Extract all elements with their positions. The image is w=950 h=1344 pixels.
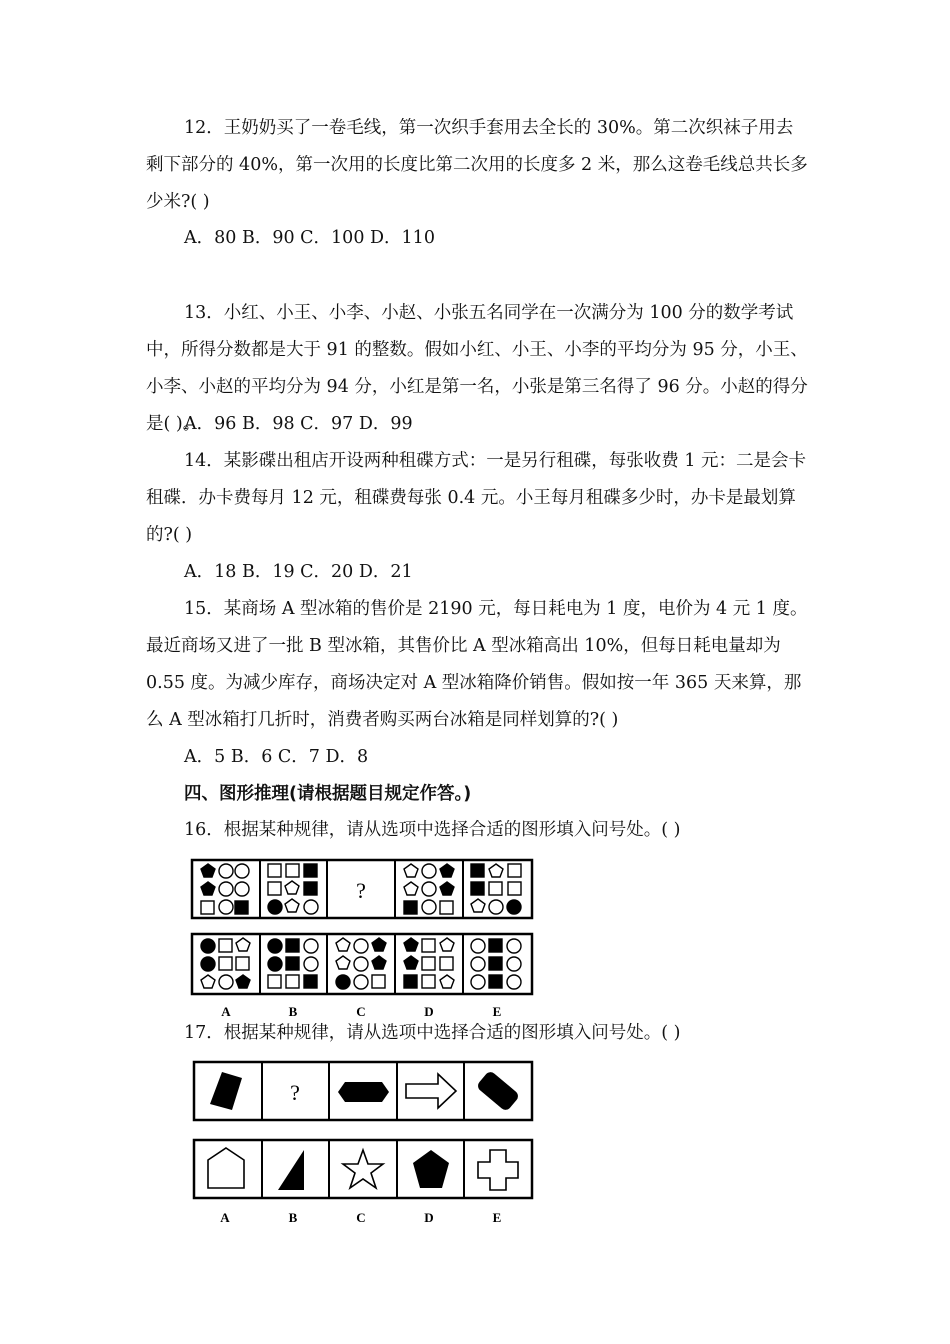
question-15-options: A．5 B．6 C．7 D．8 [184, 747, 369, 767]
question-17-text: 17．根据某种规律，请从选项中选择合适的图形填入问号处。( ) [184, 1023, 681, 1043]
question-15-text: 15．某商场 A 型冰箱的售价是 2190 元，每日耗电为 1 度，电价为 4 元 1 度。最近商场又进了一批 B 型冰箱，其售价比 A 型冰箱高出 10%，但每日耗电量却为 0.55 度。为减少库存，商场决定对 A 型冰箱降价销售。假如按一年 365 天来算，那么 A 型冰箱打几折时，消费者购买两台冰箱是同样划算的?( ) [146, 599, 808, 730]
question-15 [146, 591, 810, 739]
question-13-text: 13．小红、小王、小李、小赵、小张五名同学在一次满分为 100 分的数学考试中，所得分数都是大于 91 的整数。假如小红、小王、小李的平均分为 95 分，小王、小李、小赵的平均分为 94 分，小红是第一名，小张是第三名得了 96 分。小赵的得分是( )。 [146, 303, 808, 434]
q17-option-label-c: C [356, 1210, 366, 1225]
q16-sequence-figure [190, 858, 536, 922]
question-12 [146, 110, 810, 221]
q16-options-figure [190, 932, 536, 1022]
q17-sequence-figure [192, 1060, 538, 1124]
q16-option-label-a: A [221, 1004, 231, 1019]
q16-option-label-e: E [492, 1004, 502, 1019]
q17-option-label-a: A [220, 1210, 230, 1225]
question-14 [146, 443, 810, 554]
q17-question-mark: ? [290, 1080, 300, 1105]
section-heading: 四、图形推理(请根据题目规定作答。) [184, 784, 472, 804]
question-13-options: A．96 B．98 C．97 D．99 [184, 414, 413, 434]
question-14-text: 14．某影碟出租店开设两种租碟方式：一是另行租碟，每张收费 1 元：二是会卡租碟．办卡费每月 12 元，租碟费每张 0.4 元。小王每月租碟多少时，办卡是最划算的?( ) [146, 451, 807, 545]
question-16-text: 16．根据某种规律，请从选项中选择合适的图形填入问号处。( ) [184, 820, 681, 840]
q16-question-mark: ? [356, 878, 366, 903]
q16-option-label-d: D [424, 1004, 434, 1019]
q17-option-label-b: B [288, 1210, 298, 1225]
question-14-options: A．18 B．19 C．20 D．21 [184, 562, 413, 582]
q17-option-label-e: E [492, 1210, 502, 1225]
q16-option-label-b: B [288, 1004, 298, 1019]
question-12-text: 12．王奶奶买了一卷毛线，第一次织手套用去全长的 30%。第二次织袜子用去剩下部分的 40%，第一次用的长度比第二次用的长度多 2 米，那么这卷毛线总共长多少米?( ) [146, 118, 808, 212]
q17-option-label-d: D [424, 1210, 434, 1225]
q17-options-figure [192, 1138, 538, 1228]
q16-option-label-c: C [356, 1004, 366, 1019]
question-12-options: A．80 B．90 C．100 D．110 [184, 228, 435, 248]
